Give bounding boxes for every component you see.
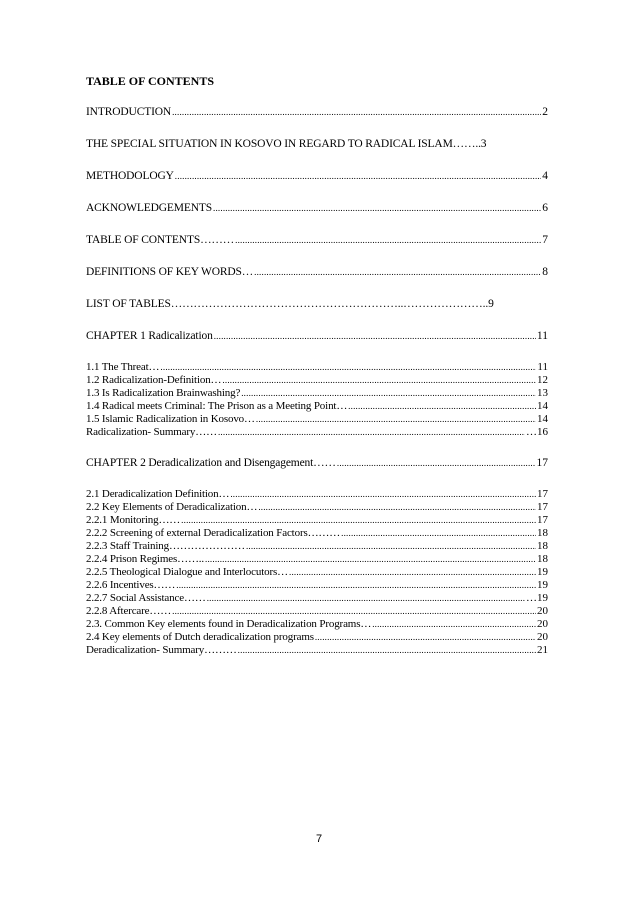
- dot-leader: [176, 579, 536, 592]
- toc-entry-page: 8: [542, 266, 548, 278]
- dot-leader: [258, 501, 536, 514]
- toc-entry: [86, 137, 548, 152]
- toc-entry-label: 1.2 Radicalization-Definition…: [86, 374, 222, 386]
- toc-entry-label: 2.2.4 Prison Regimes……..: [86, 553, 205, 565]
- toc-entry: [86, 553, 548, 566]
- toc-entry: [86, 514, 548, 527]
- toc-entry: [86, 387, 548, 400]
- toc-entry-label: 2.2.3 Staff Training…………………: [86, 540, 245, 552]
- toc-entry-label: 2.4 Key elements of Dutch deradicalization programs: [86, 631, 314, 643]
- toc-entry-page: 11: [537, 361, 548, 373]
- toc-entry: [86, 605, 548, 618]
- toc-entry: [86, 488, 548, 501]
- toc-entry: [86, 527, 548, 540]
- toc-entry-label: 2.3. Common Key elements found in Deradicalization Programs…: [86, 618, 372, 630]
- dot-leader: [337, 456, 536, 471]
- dot-leader: [230, 488, 536, 501]
- toc-entry-page: …16: [526, 426, 548, 438]
- page-number: 7: [315, 833, 323, 845]
- toc-entry-page: 11: [536, 330, 548, 342]
- toc-entry: [86, 540, 548, 553]
- toc-entry-label: INTRODUCTION: [86, 106, 172, 118]
- toc-entry: [86, 329, 548, 344]
- dot-leader: [218, 426, 525, 439]
- toc-entry: [86, 579, 548, 592]
- toc-entry: [86, 400, 548, 413]
- dot-leader: [235, 233, 541, 248]
- toc-entry-page: 13: [537, 387, 548, 399]
- toc-entry-label: CHAPTER 2 Deradicalization and Disengagement……: [86, 457, 336, 469]
- toc-entry-page: 4: [542, 170, 548, 182]
- dot-leader: [181, 514, 536, 527]
- toc-entry-page: 7: [542, 234, 548, 246]
- toc-entry-label: 1.1 The Threat…: [86, 361, 160, 373]
- toc-entry-label: 1.4 Radical meets Criminal: The Prison as a Meeting Point…: [86, 400, 348, 412]
- toc-heading: TABLE OF CONTENTS: [86, 74, 215, 88]
- dot-leader: [246, 540, 536, 553]
- toc-entry-page: 20: [537, 618, 548, 630]
- toc-entry: [86, 105, 548, 120]
- toc-entry: [86, 644, 548, 657]
- dot-leader: [341, 527, 536, 540]
- toc-entry: [86, 631, 548, 644]
- toc-entry-page: 17: [537, 488, 548, 500]
- toc-entry: [86, 201, 548, 216]
- toc-entry-label: 2.2.7 Social Assistance……: [86, 592, 206, 604]
- toc-entry-page: 14: [537, 413, 548, 425]
- toc-entry-label: TABLE OF CONTENTS………: [86, 234, 235, 246]
- toc-entry-label: 2.2.2 Screening of external Deradicalization Factors………: [86, 527, 341, 539]
- toc-entry-page: 12: [537, 374, 548, 386]
- toc-entry: [86, 413, 548, 426]
- toc-entry-label: 2.2.8 Aftercare……: [86, 605, 172, 617]
- toc-entry: [86, 426, 548, 439]
- toc-entry-page: 19: [537, 579, 548, 591]
- dot-leader: [256, 413, 536, 426]
- toc-entry-page: 18: [537, 527, 548, 539]
- toc-entry: [86, 592, 548, 605]
- dot-leader: [172, 105, 541, 120]
- dot-leader: [222, 374, 536, 387]
- toc-entry-page: 6: [542, 202, 548, 214]
- toc-entry-page: 17: [537, 501, 548, 513]
- toc-entry-label: ACKNOWLEDGEMENTS: [86, 202, 213, 214]
- toc-entry-label: Deradicalization- Summary………: [86, 644, 237, 656]
- toc-entry: [86, 361, 548, 374]
- toc-entry-page: 19: [537, 566, 548, 578]
- dot-leader: [213, 201, 541, 216]
- toc-entry: [86, 618, 548, 631]
- dot-leader: [348, 400, 536, 413]
- dot-leader: [238, 644, 536, 657]
- toc-entry-label: 2.2.6 Incentives……: [86, 579, 176, 591]
- toc-entry-label: 2.2.1 Monitoring……: [86, 514, 181, 526]
- dot-leader: [205, 553, 536, 566]
- toc-entry-label: METHODOLOGY: [86, 170, 174, 182]
- table-of-contents: [86, 73, 548, 657]
- dot-leader: [160, 361, 536, 374]
- toc-entry: [86, 169, 548, 184]
- dot-leader: [172, 605, 536, 618]
- toc-entry-page: 2: [542, 106, 548, 118]
- toc-entry-label: 2.2 Key Elements of Deradicalization…: [86, 501, 258, 513]
- toc-entry-page: 14: [537, 400, 548, 412]
- dot-leader: [315, 631, 536, 644]
- toc-entry-page: 21: [537, 644, 548, 656]
- toc-entry: [86, 374, 548, 387]
- toc-entry-page: 17: [537, 514, 548, 526]
- toc-entry: [86, 265, 548, 280]
- toc-entry-page: 20: [537, 631, 548, 643]
- dot-leader: [241, 387, 536, 400]
- toc-entry-label: 2.2.5 Theological Dialogue and Interlocutors…: [86, 566, 288, 578]
- toc-entry-page: 9: [488, 298, 494, 310]
- toc-entry-page: 17: [536, 457, 548, 469]
- dot-leader: [254, 265, 541, 280]
- toc-entry: [86, 233, 548, 248]
- toc-entry: [86, 456, 548, 471]
- dot-leader: [214, 329, 536, 344]
- toc-entry: [86, 566, 548, 579]
- dot-leader: [175, 169, 541, 184]
- toc-entry-label: DEFINITIONS OF KEY WORDS…: [86, 266, 254, 278]
- toc-entry: [86, 501, 548, 514]
- toc-entry-label: Radicalization- Summary……: [86, 426, 217, 438]
- toc-entry-label: 2.1 Deradicalization Definition…: [86, 488, 230, 500]
- toc-entry: [86, 297, 548, 312]
- toc-entry-label: LIST OF TABLES……………………………………………………..…………………..: [86, 298, 489, 310]
- toc-entry-page: 18: [537, 553, 548, 565]
- toc-entry-label: 1.5 Islamic Radicalization in Kosovo…: [86, 413, 255, 425]
- toc-entry-page: 3: [480, 138, 487, 150]
- toc-entry-label: CHAPTER 1 Radicalization: [86, 330, 213, 342]
- dot-leader: [289, 566, 536, 579]
- dot-leader: [207, 592, 525, 605]
- toc-entry-page: …19: [526, 592, 548, 604]
- toc-entry-page: 20: [537, 605, 548, 617]
- toc-entry-label: 1.3 Is Radicalization Brainwashing?: [86, 387, 241, 399]
- toc-entry-label: THE SPECIAL SITUATION IN KOSOVO IN REGARD TO RADICAL ISLAM……..: [86, 138, 481, 150]
- dot-leader: [372, 618, 536, 631]
- toc-entry-page: 18: [537, 540, 548, 552]
